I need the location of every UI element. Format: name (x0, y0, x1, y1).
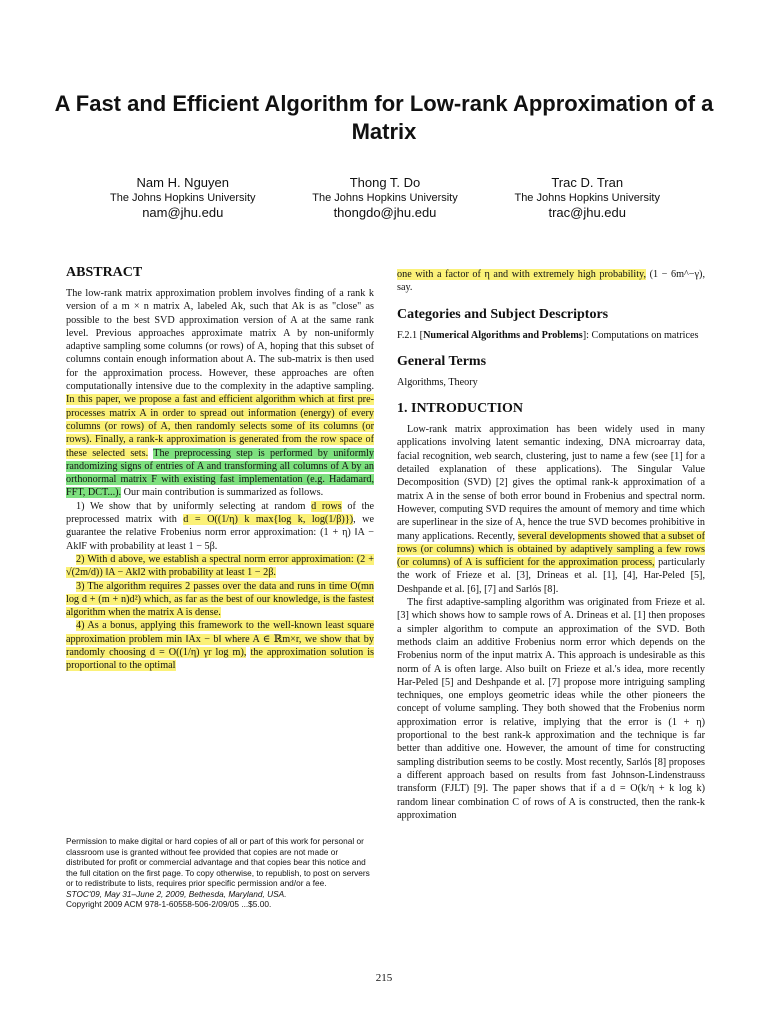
categories-code: F.2.1 [ (397, 329, 424, 341)
copyright-text: Copyright 2009 ACM 978-1-60558-506-2/09/05 ...$5.00. (66, 899, 272, 909)
venue-text: STOC'09, May 31–June 2, 2009, Bethesda, Maryland, USA. (66, 888, 287, 899)
abstract-paragraph (66, 287, 374, 500)
right-column (397, 268, 705, 822)
paper-title: A Fast and Efficient Algorithm for Low-rank Approximation of a Matrix (54, 91, 714, 144)
highlight-yellow: In this paper, we propose a fast and efficient algorithm which at first pre-processes matrix A in order to spread out information (energy) of every columns (or rows) of A, then randomly selects some of its columns (or rows). Finally, a rank-k approximation is generated from the row space of these selected sets. (66, 394, 374, 459)
highlight-yellow: 2) With d above, we establish a spectral norm error approximation: (76, 553, 357, 565)
intro-text: particularly the work of Frieze et al. [3], Drineas et al. [1], [4], Har-Peled [5], Deshpande et al. [6], [7] and Sarlós [8]. (397, 557, 706, 595)
introduction-heading: 1. INTRODUCTION (397, 401, 524, 417)
categories-heading: Categories and Subject Descriptors (397, 306, 609, 322)
left-column (66, 265, 374, 673)
permission-notice (66, 836, 374, 910)
categories-bold: Numerical Algorithms and Problems (423, 329, 583, 341)
highlight-yellow: one with a factor of η and with extremely high probability, (397, 269, 647, 280)
highlight-yellow: 3) The algorithm requires 2 passes over the data and runs in time O(mn log d + (m + n)d²) which, as far as the best of our knowledge, is the fastest algorithm when the matrix A is dense. (66, 580, 374, 619)
intro-text: Low-rank matrix approximation has been widely used in many applications involving latent semantic indexing, DNA microarray data, facial recognition, web search, clustering, just to name a few (see [1] for a detailed explanation of these applications). The Singular Value Decomposition (SVD) [2] gives the optimal rank-k approximation of a matrix A in the sense of both error bound in Frobenius and spectral norm. However, computing SVD requires the amount of memory and time which are superlinear in the size of A, hence the true SVD becomes prohibitive in many applications. Recently, (397, 424, 705, 542)
intro-paragraph-2: The first adaptive-sampling algorithm was originated from Frieze et al. [3] which shows how to sample rows of A. Drineas et al. [1] then proposes a simpler algorithm to compute an approximation of the SVD. Both methods claim an additive Frobenius norm error which depends on the Frobenius norm of the input matrix A. This approach is undesirable as this norm of A is often large. Also built on Frieze et al.'s idea, more recently Har-Peled [5] and Deshpande et al. [7] propose more intriguing sampling techniques, one employs geometric ideas while the other pioneers the concept of volume sampling. They both showed that the Frobenius norm approximation error is relative, implying that the error is (1 + η) proportional to the best rank-k approximation and the technique is far better than additive one. However, the amount of time for constructing sampling distribution seems to be costly. Most recently, Sarlós [8] proposes a different approach based on results from fast Johnson-Lindenstrauss transform (FJLT) [9]. The paper shows that if a d = O(k/η + k log k) random linear combination C of rows of A is constructed, then the rank-k approximation (397, 597, 705, 821)
abstract-continuation (397, 268, 705, 295)
page-number: 215 (375, 972, 393, 984)
general-terms-text: Algorithms, Theory (397, 376, 478, 388)
author-2 (312, 175, 458, 221)
author-3 (514, 175, 660, 221)
contribution-1 (66, 500, 374, 553)
author-affiliation: The Johns Hopkins University (110, 192, 256, 204)
author-name: Nam H. Nguyen (136, 175, 229, 190)
abstract-heading: ABSTRACT (66, 265, 143, 280)
permission-text: Permission to make digital or hard copies of all or part of this work for personal or classroom use is granted without fee provided that copies are not made or distributed for profit or commercial advantage and that copies bear this notice and the full citation on the first page. To copy otherwise, to republish, to post on servers or to redistribute to lists, requires prior specific permission and/or a fee. (66, 836, 370, 888)
abstract-text: Our main contribution is summarized as follows. (123, 487, 324, 499)
general-terms-heading: General Terms (397, 353, 487, 369)
author-email: nam@jhu.edu (142, 205, 224, 220)
author-1 (110, 175, 256, 221)
author-affiliation: The Johns Hopkins University (312, 192, 458, 204)
author-name: Thong T. Do (349, 175, 421, 190)
highlight-green: The preprocessing step is performed by uniformly randomizing signs of entries of A and transforming all columns of A by an orthonormal matrix F with existing fast implementation (e.g. Hadamard, FFT, DCT...). (66, 447, 374, 499)
abstract-text: The low-rank matrix approximation problem involves finding of a rank k version of a m × n matrix A, labeled Ak, such that Ak is as "close" as possible to the best SVD approximation version of A at the same rank level. Previous approaches approximate matrix A by non-uniformly adaptive sampling some columns (or rows) of A, hoping that this subset of columns contain enough information about A. The sub-matrix is then used for the approximation process. However, these approaches are often computationally intensive due to the complexity in the adaptive sampling. (66, 288, 374, 393)
contribution-text: , we guarantee the relative Frobenius norm error approximation: (1 + η) ‖A − Ak‖F with probability at least 1 − 5β. (66, 514, 375, 552)
highlight-yellow: d = O((1/η) k max{log k, log(1/β)}) (183, 514, 354, 526)
highlight-yellow: several developments showed that a subset of rows (or columns) which is obtained by adaptively sampling a few rows (or columns) of A is sufficient for the approximation process, (397, 530, 706, 569)
author-name: Trac D. Tran (551, 175, 624, 190)
continuation-text: (1 − 6m^−γ), say. (397, 269, 705, 294)
author-block (110, 175, 660, 221)
categories-tail: ]: Computations on matrices (582, 329, 699, 341)
highlight-yellow: (2 + √(2m/d)) ‖A − Ak‖2 with probability at least 1 − 2β. (66, 553, 375, 579)
contribution-3 (66, 580, 374, 620)
author-email: trac@jhu.edu (548, 205, 626, 220)
highlight-yellow: 4) As a bonus, applying this framework to the well-known least square approximation problem min ‖Ax − b‖ where A ∈ ℝm×r, we show that by randomly choosing d = O((1/η) γr log m), (66, 620, 374, 659)
contribution-text: 1) We show that by uniformly selecting at random (76, 500, 312, 512)
intro-paragraph-1 (397, 423, 705, 596)
highlight-yellow: the approximation solution is proportional to the optimal (66, 647, 374, 672)
contribution-4 (66, 619, 374, 672)
contribution-2 (66, 553, 374, 580)
author-email: thongdo@jhu.edu (333, 205, 437, 220)
highlight-yellow: d rows (311, 500, 342, 512)
contribution-text: of the preprocessed matrix with (66, 500, 375, 526)
author-affiliation: The Johns Hopkins University (514, 192, 660, 204)
categories-text (397, 329, 705, 342)
